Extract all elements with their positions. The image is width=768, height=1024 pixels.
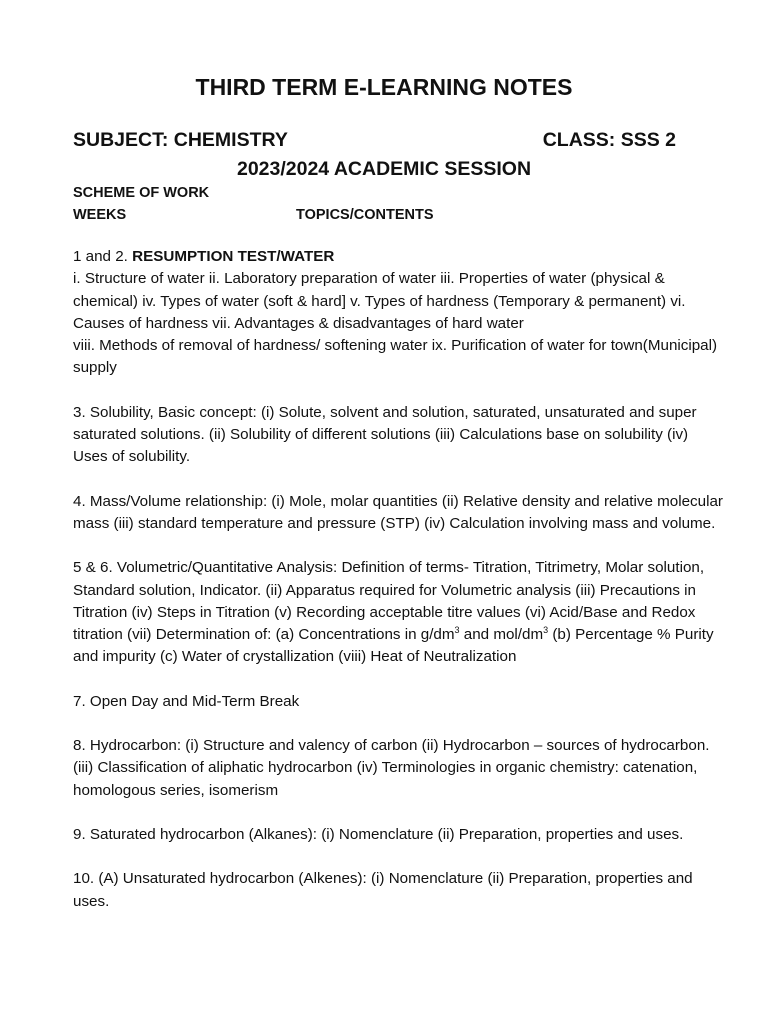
column-headers	[73, 207, 434, 223]
entry-heading: RESUMPTION TEST/WATER	[132, 248, 335, 265]
entry-week-7: 7. Open Day and Mid-Term Break	[73, 692, 300, 710]
subject-label: SUBJECT: CHEMISTRY	[73, 129, 288, 151]
entry-weeks-1-2	[73, 246, 724, 380]
subject-class-row	[73, 129, 676, 152]
scheme-entries	[73, 246, 724, 935]
class-label: CLASS: SSS 2	[542, 129, 676, 151]
topics-header: TOPICS/CONTENTS	[296, 207, 434, 223]
superscript: 3	[543, 625, 549, 636]
entry-week-8: 8. Hydrocarbon: (i) Structure and valency of carbon (ii) Hydrocarbon – sources of hydrocarbon. (iii) Classification of aliphatic hydrocarbon (iv) Terminologies in organic chemistry: catenation, homologous series, isomerism	[73, 737, 710, 799]
entry-line: viii. Methods of removal of hardness/ softening water ix. Purification of water for town(Municipal) supply	[73, 337, 718, 377]
superscript: 3	[454, 625, 460, 636]
entry-week-3: 3. Solubility, Basic concept: (i) Solute, solvent and solution, saturated, unsaturated and super saturated solutions. (ii) Solubility of different solutions (iii) Calculations base on solubility (iv) Uses of solubility.	[73, 403, 697, 466]
entry-text-part: (b) Percentage % Purity and impurity (c) Water of crystallization (viii) Heat of Neutralization	[73, 626, 714, 666]
document-title: THIRD TERM E-LEARNING NOTES	[195, 74, 573, 100]
entry-text-part: 5 & 6. Volumetric/Quantitative Analysis: Definition of terms- Titration, Titrimetry, Molar solution, Standard solution, Indicator. (ii) Apparatus required for Volumetric analysis (iii) Precautions in Titration (iv) Steps in Titration (v) Recording acceptable titre values (vi) Acid/Base and Redox titration (vii) Determination of: (a) Concentrations in g/dm	[73, 559, 705, 644]
entry-week-9: 9. Saturated hydrocarbon (Alkanes): (i) Nomenclature (ii) Preparation, properties and uses.	[73, 825, 684, 843]
scheme-heading: SCHEME OF WORK	[73, 185, 210, 201]
academic-session: 2023/2024 ACADEMIC SESSION	[236, 158, 532, 180]
entry-weeks-5-6	[73, 557, 724, 668]
entry-number: 1 and 2.	[73, 248, 128, 265]
entry-week-4: 4. Mass/Volume relationship: (i) Mole, molar quantities (ii) Relative density and relative molecular mass (iii) standard temperature and pressure (STP) (iv) Calculation involving mass and volume.	[73, 492, 723, 532]
entry-week-10: 10. (A) Unsaturated hydrocarbon (Alkenes): (i) Nomenclature (ii) Preparation, properties and uses.	[73, 870, 693, 910]
weeks-header: WEEKS	[73, 207, 127, 223]
entry-line: i. Structure of water ii. Laboratory preparation of water iii. Properties of water (physical & chemical) iv. Types of water (soft & hard] v. Types of hardness (Temporary & permanent) vi. Causes of hardness vii. Advantages & disadvantages of hard water	[73, 270, 686, 332]
entry-text-part: and mol/dm	[459, 626, 544, 644]
